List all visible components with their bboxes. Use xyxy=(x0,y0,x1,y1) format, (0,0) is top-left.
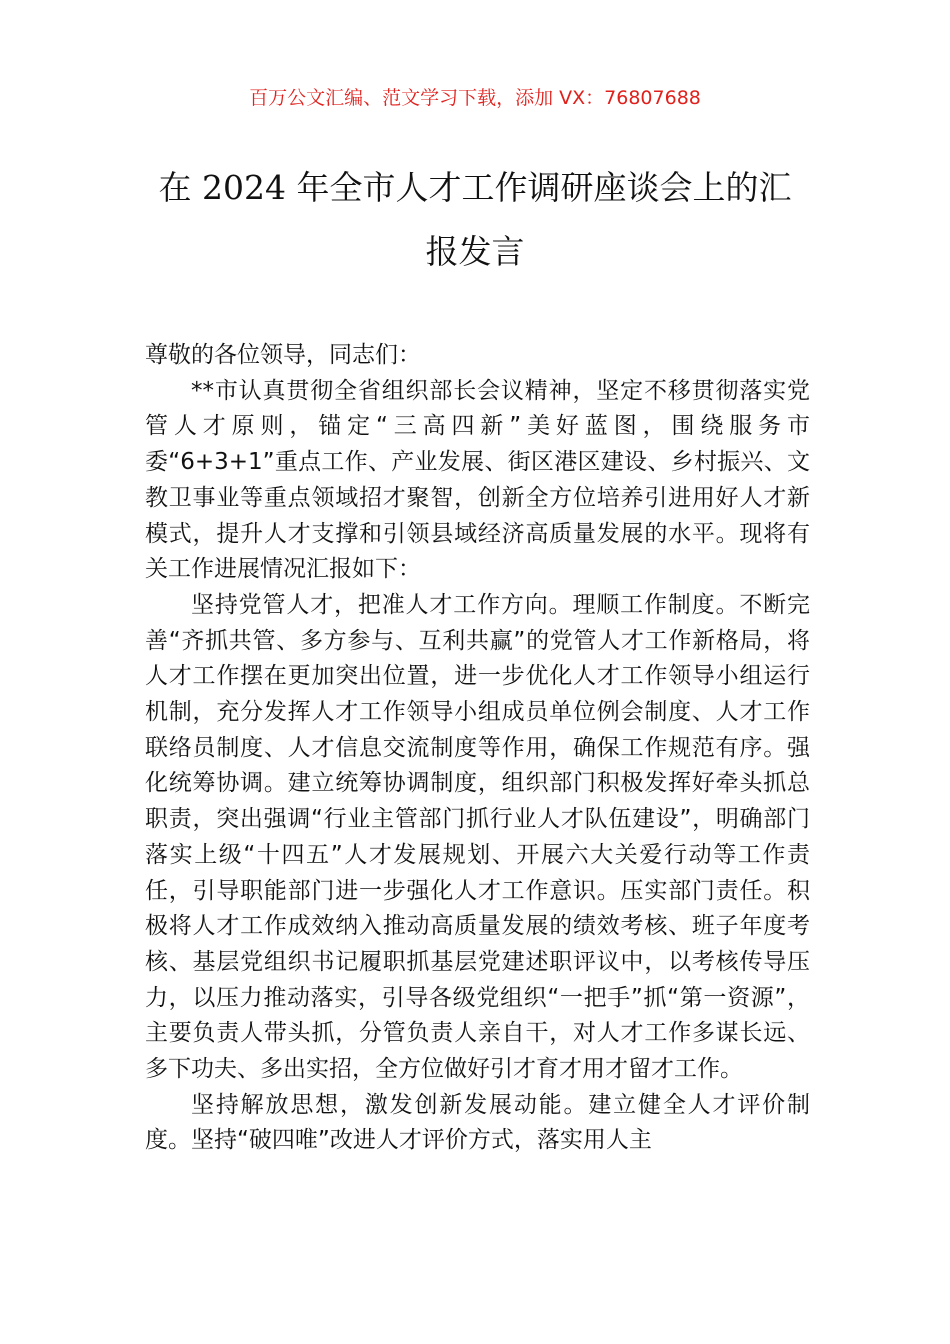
paragraph-emancipate-mind: 坚持解放思想，激发创新发展动能。建立健全人才评价制度。坚持“破四唯”改进人才评价方式，落实用人主 xyxy=(145,1091,810,1154)
document-title-line-1: 在 2024 年全市人才工作调研座谈会上的汇 xyxy=(158,168,792,207)
paragraph-intro: **市认真贯彻全省组织部长会议精神，坚定不移贯彻落实党管人才原则，锚定“三高四新”美好蓝图，围绕服务市委“6+3+1”重点工作、产业发展、街区港区建设、乡村振兴、文教卫事业等重点领域招才聚智，创新全方位培养引进用好人才新模式，提升人才支撑和引领县域经济高质量发展的水平。现将有关工作进展情况汇报如下： xyxy=(145,377,810,583)
document-body xyxy=(145,338,810,1159)
document-title xyxy=(120,156,830,284)
salutation: 尊敬的各位领导，同志们： xyxy=(145,342,421,368)
paragraph-party-leadership: 坚持党管人才，把准人才工作方向。理顺工作制度。不断完善“齐抓共管、多方参与、互利共赢”的党管人才工作新格局，将人才工作摆在更加突出位置，进一步优化人才工作领导小组运行机制，充分发挥人才工作领导小组成员单位例会制度、人才工作联络员制度、人才信息交流制度等作用，确保工作规范有序。强化统筹协调。建立统筹协调制度，组织部门积极发挥好牵头抓总职责，突出强调“行业主管部门抓行业人才队伍建设”，明确部门落实上级“十四五”人才发展规划、开展六大关爱行动等工作责任，引导职能部门进一步强化人才工作意识。压实部门责任。积极将人才工作成效纳入推动高质量发展的绩效考核、班子年度考核、基层党组织书记履职抓基层党建述职评议中，以考核传导压力，以压力推动落实，引导各级党组织“一把手”抓“第一资源”，主要负责人带头抓，分管负责人亲自干，对人才工作多谋长远、多下功夫、多出实招，全方位做好引才育才用才留才工作。 xyxy=(145,591,810,1083)
document-title-line-2: 报发言 xyxy=(425,232,525,271)
header-note: 百万公文汇编、范文学习下载，添加 VX：76807688 xyxy=(249,87,701,109)
